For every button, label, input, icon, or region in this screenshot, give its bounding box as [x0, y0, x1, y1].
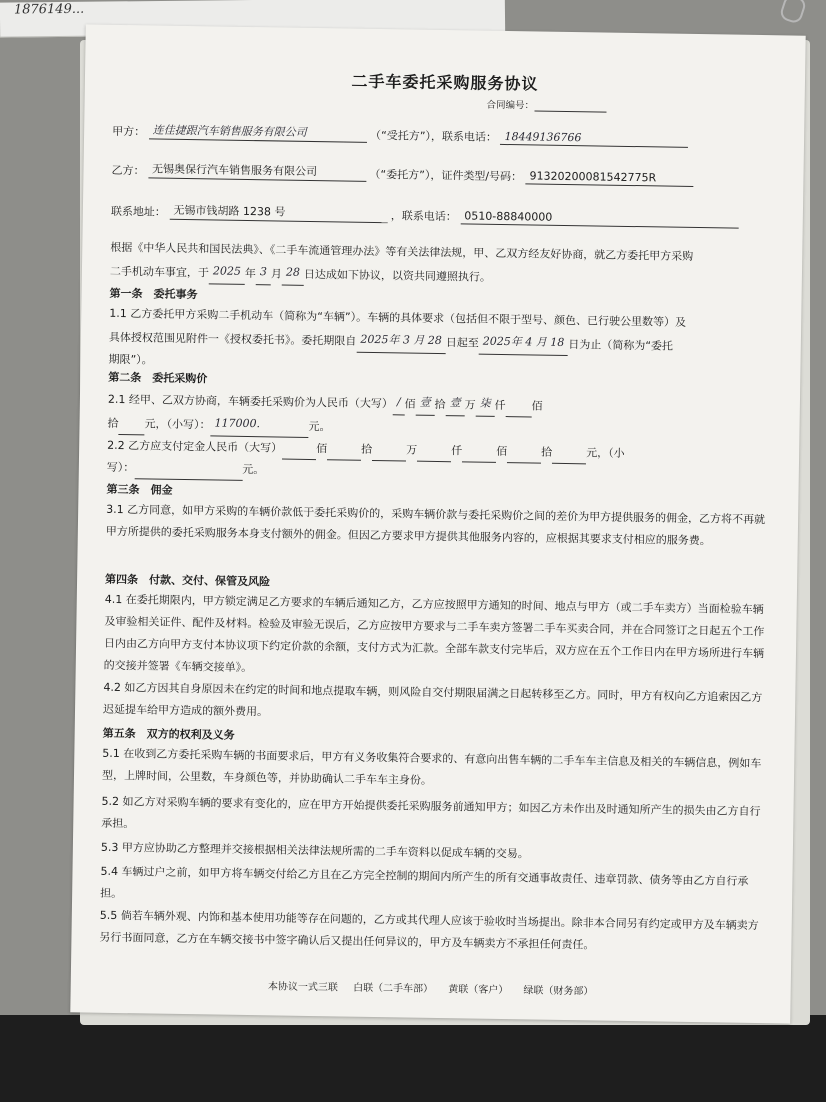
address-label: 联系地址：: [110, 204, 166, 219]
s2-bai2-blank: [505, 415, 531, 417]
footer-copies: 本协议一式三联: [267, 981, 339, 994]
s2-unit-shi: 拾: [434, 397, 446, 412]
party-b-label: 乙方：: [111, 163, 145, 178]
s1-line-3: 期限”）。: [108, 352, 153, 367]
s1-from-date: 2025年 3 月 28: [356, 329, 446, 354]
s2-text-yuan: 元。: [308, 419, 331, 434]
intro-text-a: 二手机动车事宜，于: [109, 264, 210, 280]
intro-text-d: 日达成如下协议，以资共同遵照执行。: [303, 267, 491, 284]
party-b-id: 91320200081542775R: [525, 169, 693, 187]
top-note: 1876149...: [13, 1, 85, 18]
s1-text-c: 日为止（简称为“委托: [568, 338, 674, 353]
s2-text-a: 2.1 经甲、乙双方协商，车辆委托采购价为人民币（大写）: [107, 392, 393, 411]
s1-text-a: 具体授权范围见附件一《授权委托书》。委托期限自: [108, 330, 357, 348]
s1-to-date: 2025年 4 月 18: [479, 331, 569, 356]
contract-number: [486, 97, 606, 113]
s2-dep-unit-3: 万: [406, 443, 418, 457]
section-5-p5: 5.5 倘若车辆外观、内饰和基本使用功能等存在问题的，乙方或其代理人应该于验收时当场提出。除非本合同另有约定或甲方及车辆卖方另行书面同意，乙方在车辆交接书中签字确认后又提出任何异议的，甲方及车辆卖方不承担任何责任。: [99, 908, 759, 952]
party-a-name: 连佳捷跟汽车销售服务有限公司: [149, 121, 367, 142]
page-title: 二手车委托采购服务协议: [351, 71, 539, 94]
paper-clip: [779, 0, 808, 25]
s2-dep-small-yuan: 元。: [242, 462, 265, 477]
section-4-heading: 第四条 付款、交付、保管及风险: [104, 572, 271, 589]
intro-year: 2025: [209, 260, 245, 285]
party-b-name: 无锡奥保行汽车销售服务有限公司: [148, 160, 366, 181]
s2-small-amount: 117000.: [210, 412, 308, 438]
page-footer: [71, 974, 791, 1000]
s2-dep-unit-4: 仟: [451, 444, 463, 458]
party-a-phone: 18449136766: [500, 130, 688, 148]
section-5-p3: 5.3 甲方应协助乙方整理并交接根据相关法律法规所需的二手车资料以促成车辆的交易。: [100, 840, 529, 861]
section-2-body: [107, 387, 768, 489]
contract-number-label: 合同编号：: [486, 99, 535, 112]
intro-paragraph: [110, 237, 771, 293]
s2-dep-small-blank: [134, 477, 242, 481]
section-4-p2: 4.2 如乙方因其自身原因未在约定的时间和地点提取车辆，则风险自交付期限届满之日起转移至乙方。同时，甲方有权向乙方追索因乙方迟延提车给甲方造成的额外费用。: [102, 680, 763, 719]
s2-dep-unit-5: 佰: [496, 444, 508, 459]
intro-day: 28: [282, 262, 304, 286]
s2-dep-unit-6: 拾: [541, 445, 553, 459]
s1-text-b: 日起至: [445, 336, 479, 350]
address-value: 无锡市钱胡路 1238 号: [169, 202, 387, 223]
s2-shi-value: 壹: [415, 392, 434, 416]
s2-qian-value: 柒: [475, 393, 494, 417]
footer-green: 绿联（财务部）: [523, 985, 594, 998]
party-b-role: （“委托方”），证件类型/号码：: [369, 167, 523, 184]
intro-line-1: 根据《中华人民共和国民法典》、《二手车流通管理办法》等有关法律法规，甲、乙双方经友好协商，就乙方委托甲方采购: [110, 240, 694, 263]
footer-white: 白联（二手车部）: [353, 982, 434, 995]
s2-bai-value: /: [393, 391, 405, 415]
s2-dep-unit-1: 佰: [316, 442, 328, 456]
section-1-heading: 第一条 委托事务: [109, 286, 198, 302]
contract-page: [70, 24, 805, 1023]
s2-wan-value: 壹: [445, 392, 464, 416]
section-1-body: [108, 303, 769, 381]
party-a-row: [112, 121, 689, 148]
intro-month: 3: [256, 261, 271, 285]
section-2-heading: 第二条 委托采购价: [108, 370, 208, 386]
footer-yellow: 黄联（客户）: [448, 984, 509, 997]
party-b-row: [111, 160, 693, 187]
section-5-heading: 第五条 双方的权利及义务: [102, 726, 235, 742]
section-3-body: 3.1 乙方同意，如甲方采购的车辆价款低于委托采购价的，采购车辆价款与委托采购价之间的差价为甲方提供服务的佣金，乙方将不再就甲方所提供的委托采购服务本身支付额外的佣金。但因乙方要求甲方提供其他服务内容的，应根据其要求支付相应的服务费。: [105, 502, 766, 548]
section-4-p1: 4.1 在委托期限内，甲方锁定满足乙方要求的车辆后通知乙方，乙方应按照甲方通知的时间、地点与甲方（或二手车卖方）当面检验车辆及审验相关证件、配件及材料。检验及审验无误后，乙方应按甲方要求与二手车卖方签署二手车买卖合同，并在合同签订之日起五个工作日内由乙方向甲方支付本协议项下约定价款的余额，支付方式为汇款。全部车款支付完毕后，双方应在五个工作日内在甲方场所进行车辆的交接并签署《车辆交接单》。: [103, 592, 765, 675]
party-a-role: （“受托方”），联系电话：: [369, 128, 498, 144]
s2-dep-unit-2: 拾: [361, 442, 373, 456]
section-5-p1: 5.1 在收到乙方委托采购车辆的书面要求后，甲方有义务收集符合要求的、有意向出售车辆的二手车车主信息及相关的车辆信息，例如车型，上牌时间，公里数，车身颜色等，并协助确认二手车车主身份。: [101, 746, 762, 787]
s2-dep-small-label: 写）：: [106, 460, 135, 475]
s2-dep-unit-7: 元，（小: [586, 446, 625, 460]
s1-line-1: 1.1 乙方委托甲方采购二手机动车（简称为“车辆”）。车辆的具体要求（包括但不限于型号、颜色、已行驶公里数等）及: [109, 306, 687, 329]
intro-text-c: 月: [270, 267, 283, 281]
s2-unit-bai: 佰: [404, 397, 416, 411]
s2-unit-qian: 仟: [494, 398, 506, 413]
s2-unit-bai2: 佰: [531, 399, 543, 413]
contact-phone-value: 0510-88840000: [460, 209, 738, 228]
section-5-p2: 5.2 如乙方对采购车辆的要求有变化的，应在甲方开始提供委托采购服务前通知甲方；如因乙方未作出及时通知所产生的损失由乙方自行承担。: [101, 794, 761, 831]
contact-phone-label: ，联系电话：: [390, 209, 457, 224]
intro-text-b: 年: [244, 266, 257, 281]
s2-unit-shi2: 拾: [107, 416, 119, 430]
party-a-label: 甲方：: [112, 124, 146, 139]
s2-unit-wan: 万: [464, 398, 476, 412]
section-5-p4: 5.4 车辆过户之前，如甲方将车辆交付给乙方且在乙方完全控制的期间内所产生的所有交通事故责任、违章罚款、债务等由乙方自行承担。: [100, 864, 749, 901]
table-surface: [0, 1015, 826, 1102]
s2-text-small: 元，（小写）：: [144, 417, 211, 432]
contract-number-blank: [534, 100, 606, 112]
contact-row: [111, 201, 739, 229]
section-3-heading: 第三条 佣金: [106, 482, 173, 497]
s2-deposit-text: 2.2 乙方应支付定金人民币（大写）: [107, 438, 283, 455]
